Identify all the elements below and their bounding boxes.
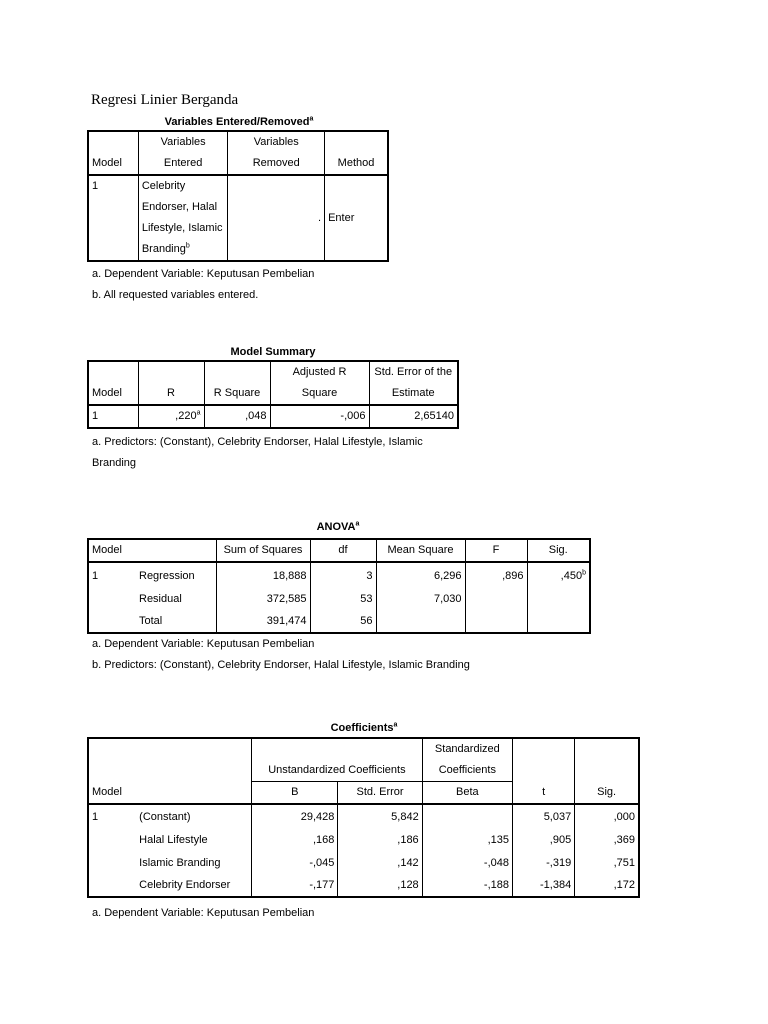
cell-sig: ,000 — [575, 804, 639, 828]
vars-table-title-text: Variables Entered/Removed — [164, 116, 310, 128]
header-sum-of-squares: Sum of Squares — [216, 539, 310, 562]
entered-line-1: Celebrity — [141, 180, 186, 192]
header-std-error: Std. Error — [338, 782, 422, 805]
header-method: Method — [325, 153, 388, 175]
cell-t: -1,384 — [513, 874, 575, 897]
anova-note-a: a. Dependent Variable: Keputusan Pembelian — [92, 638, 315, 650]
cell-sig — [527, 562, 590, 587]
header-model: Model — [88, 782, 252, 805]
cell-f — [465, 610, 527, 633]
row-model: 1 — [92, 811, 99, 823]
anova-title-sup: a — [355, 520, 360, 528]
row-model: 1 — [92, 180, 99, 192]
cell-ms: 7,030 — [376, 587, 465, 610]
header-adj-l2: Square — [270, 383, 369, 405]
cell-b: ,168 — [252, 828, 338, 851]
header-entered-l1: Variables — [138, 131, 228, 153]
row-removed: . — [228, 175, 325, 261]
coefficients-title-text: Coefficients — [330, 722, 394, 734]
cell-r — [138, 405, 204, 428]
header-df: df — [310, 539, 376, 562]
row-label: Residual — [139, 593, 182, 605]
header-sig: Sig. — [575, 782, 639, 805]
cell-f: ,896 — [465, 562, 527, 587]
cell-df: 56 — [310, 610, 376, 633]
row-label: (Constant) — [139, 811, 191, 823]
cell-sig — [527, 610, 590, 633]
header-adj-l1: Adjusted R — [270, 361, 369, 383]
header-removed-l1: Variables — [228, 131, 325, 153]
header-entered-l2: Entered — [138, 153, 228, 175]
cell-beta — [422, 804, 512, 828]
entered-line-3: Lifestyle, Islamic — [141, 222, 223, 234]
row-label: Islamic Branding — [139, 857, 221, 869]
cell-b: -,177 — [252, 874, 338, 897]
row-model: 1 — [92, 410, 99, 422]
header-model: Model — [88, 383, 138, 405]
entered-line-4-text: Branding — [141, 243, 186, 255]
header-t: t — [513, 782, 575, 805]
cell-b: 29,428 — [252, 804, 338, 828]
cell-ms — [376, 610, 465, 633]
cell-beta: -,048 — [422, 851, 512, 874]
cell-t: -,319 — [513, 851, 575, 874]
header-r-square: R Square — [204, 383, 270, 405]
cell-ms: 6,296 — [376, 562, 465, 587]
row-label: Celebrity Endorser — [139, 879, 231, 891]
cell-std-error: ,186 — [338, 828, 422, 851]
cell-sig-value: ,450 — [560, 570, 583, 582]
header-beta: Beta — [422, 782, 512, 805]
summary-note-a-cont: Branding — [92, 457, 137, 469]
header-r: R — [138, 383, 204, 405]
vars-note-b: b. All requested variables entered. — [92, 289, 259, 301]
coefficients-title-sup: a — [393, 721, 398, 729]
document-title: Regresi Linier Berganda — [91, 92, 239, 108]
cell-sig: ,369 — [575, 828, 639, 851]
anova-title-text: ANOVA — [316, 521, 356, 533]
row-label: Total — [139, 615, 163, 627]
summary-note-a: a. Predictors: (Constant), Celebrity Endorser, Halal Lifestyle, Islamic — [92, 436, 423, 448]
anova-title — [88, 521, 588, 533]
anova-table — [87, 538, 591, 634]
header-mean-square: Mean Square — [376, 539, 465, 562]
header-model: Model — [88, 153, 138, 175]
header-std-l2: Coefficients — [422, 760, 512, 782]
cell-f — [465, 587, 527, 610]
header-removed-l2: Removed — [228, 153, 325, 175]
header-model: Model — [88, 539, 216, 562]
cell-sig: ,751 — [575, 851, 639, 874]
cell-b: -,045 — [252, 851, 338, 874]
row-model: 1 — [92, 570, 99, 582]
cell-t: 5,037 — [513, 804, 575, 828]
entered-sup: b — [185, 242, 190, 250]
cell-ss: 18,888 — [216, 562, 310, 587]
cell-sig-sup: b — [582, 569, 586, 577]
cell-r-value: ,220 — [175, 410, 197, 422]
cell-std-error: ,142 — [338, 851, 422, 874]
row-label: Regression — [139, 570, 195, 582]
cell-r-sup: a — [196, 409, 201, 417]
cell-beta: -,188 — [422, 874, 512, 897]
header-unstandardized: Unstandardized Coefficients — [252, 760, 423, 782]
row-label: Halal Lifestyle — [139, 834, 208, 846]
vars-table-title-sup: a — [309, 115, 314, 123]
cell-std-error: 5,842 — [338, 804, 422, 828]
coefficients-note-a: a. Dependent Variable: Keputusan Pembelian — [92, 907, 315, 919]
cell-df: 3 — [310, 562, 376, 587]
header-std-l1: Standardized — [422, 738, 512, 760]
cell-t: ,905 — [513, 828, 575, 851]
cell-std-error: ,128 — [338, 874, 422, 897]
vars-note-a: a. Dependent Variable: Keputusan Pembelian — [92, 268, 315, 280]
cell-ss: 391,474 — [216, 610, 310, 633]
entered-line-4 — [142, 239, 225, 260]
row-method: Enter — [325, 175, 388, 261]
cell-df: 53 — [310, 587, 376, 610]
anova-note-b: b. Predictors: (Constant), Celebrity Endorser, Halal Lifestyle, Islamic Branding — [92, 659, 470, 671]
row-entered — [138, 175, 228, 261]
header-b: B — [252, 782, 338, 805]
cell-ss: 372,585 — [216, 587, 310, 610]
model-summary-title: Model Summary — [230, 346, 316, 358]
header-f: F — [465, 539, 527, 562]
variables-entered-table — [87, 130, 389, 262]
header-se-l1: Std. Error of the — [369, 361, 458, 383]
cell-sig: ,172 — [575, 874, 639, 897]
header-sig: Sig. — [527, 539, 590, 562]
coefficients-table — [87, 737, 640, 898]
vars-table-title — [90, 116, 388, 128]
cell-sig — [527, 587, 590, 610]
cell-r-square: ,048 — [204, 405, 270, 428]
model-summary-table — [87, 360, 459, 429]
header-se-l2: Estimate — [369, 383, 458, 405]
cell-beta: ,135 — [422, 828, 512, 851]
coefficients-title — [88, 722, 640, 734]
cell-adj-r-square: -,006 — [270, 405, 369, 428]
entered-line-2: Endorser, Halal — [141, 201, 218, 213]
cell-std-error: 2,65140 — [369, 405, 458, 428]
